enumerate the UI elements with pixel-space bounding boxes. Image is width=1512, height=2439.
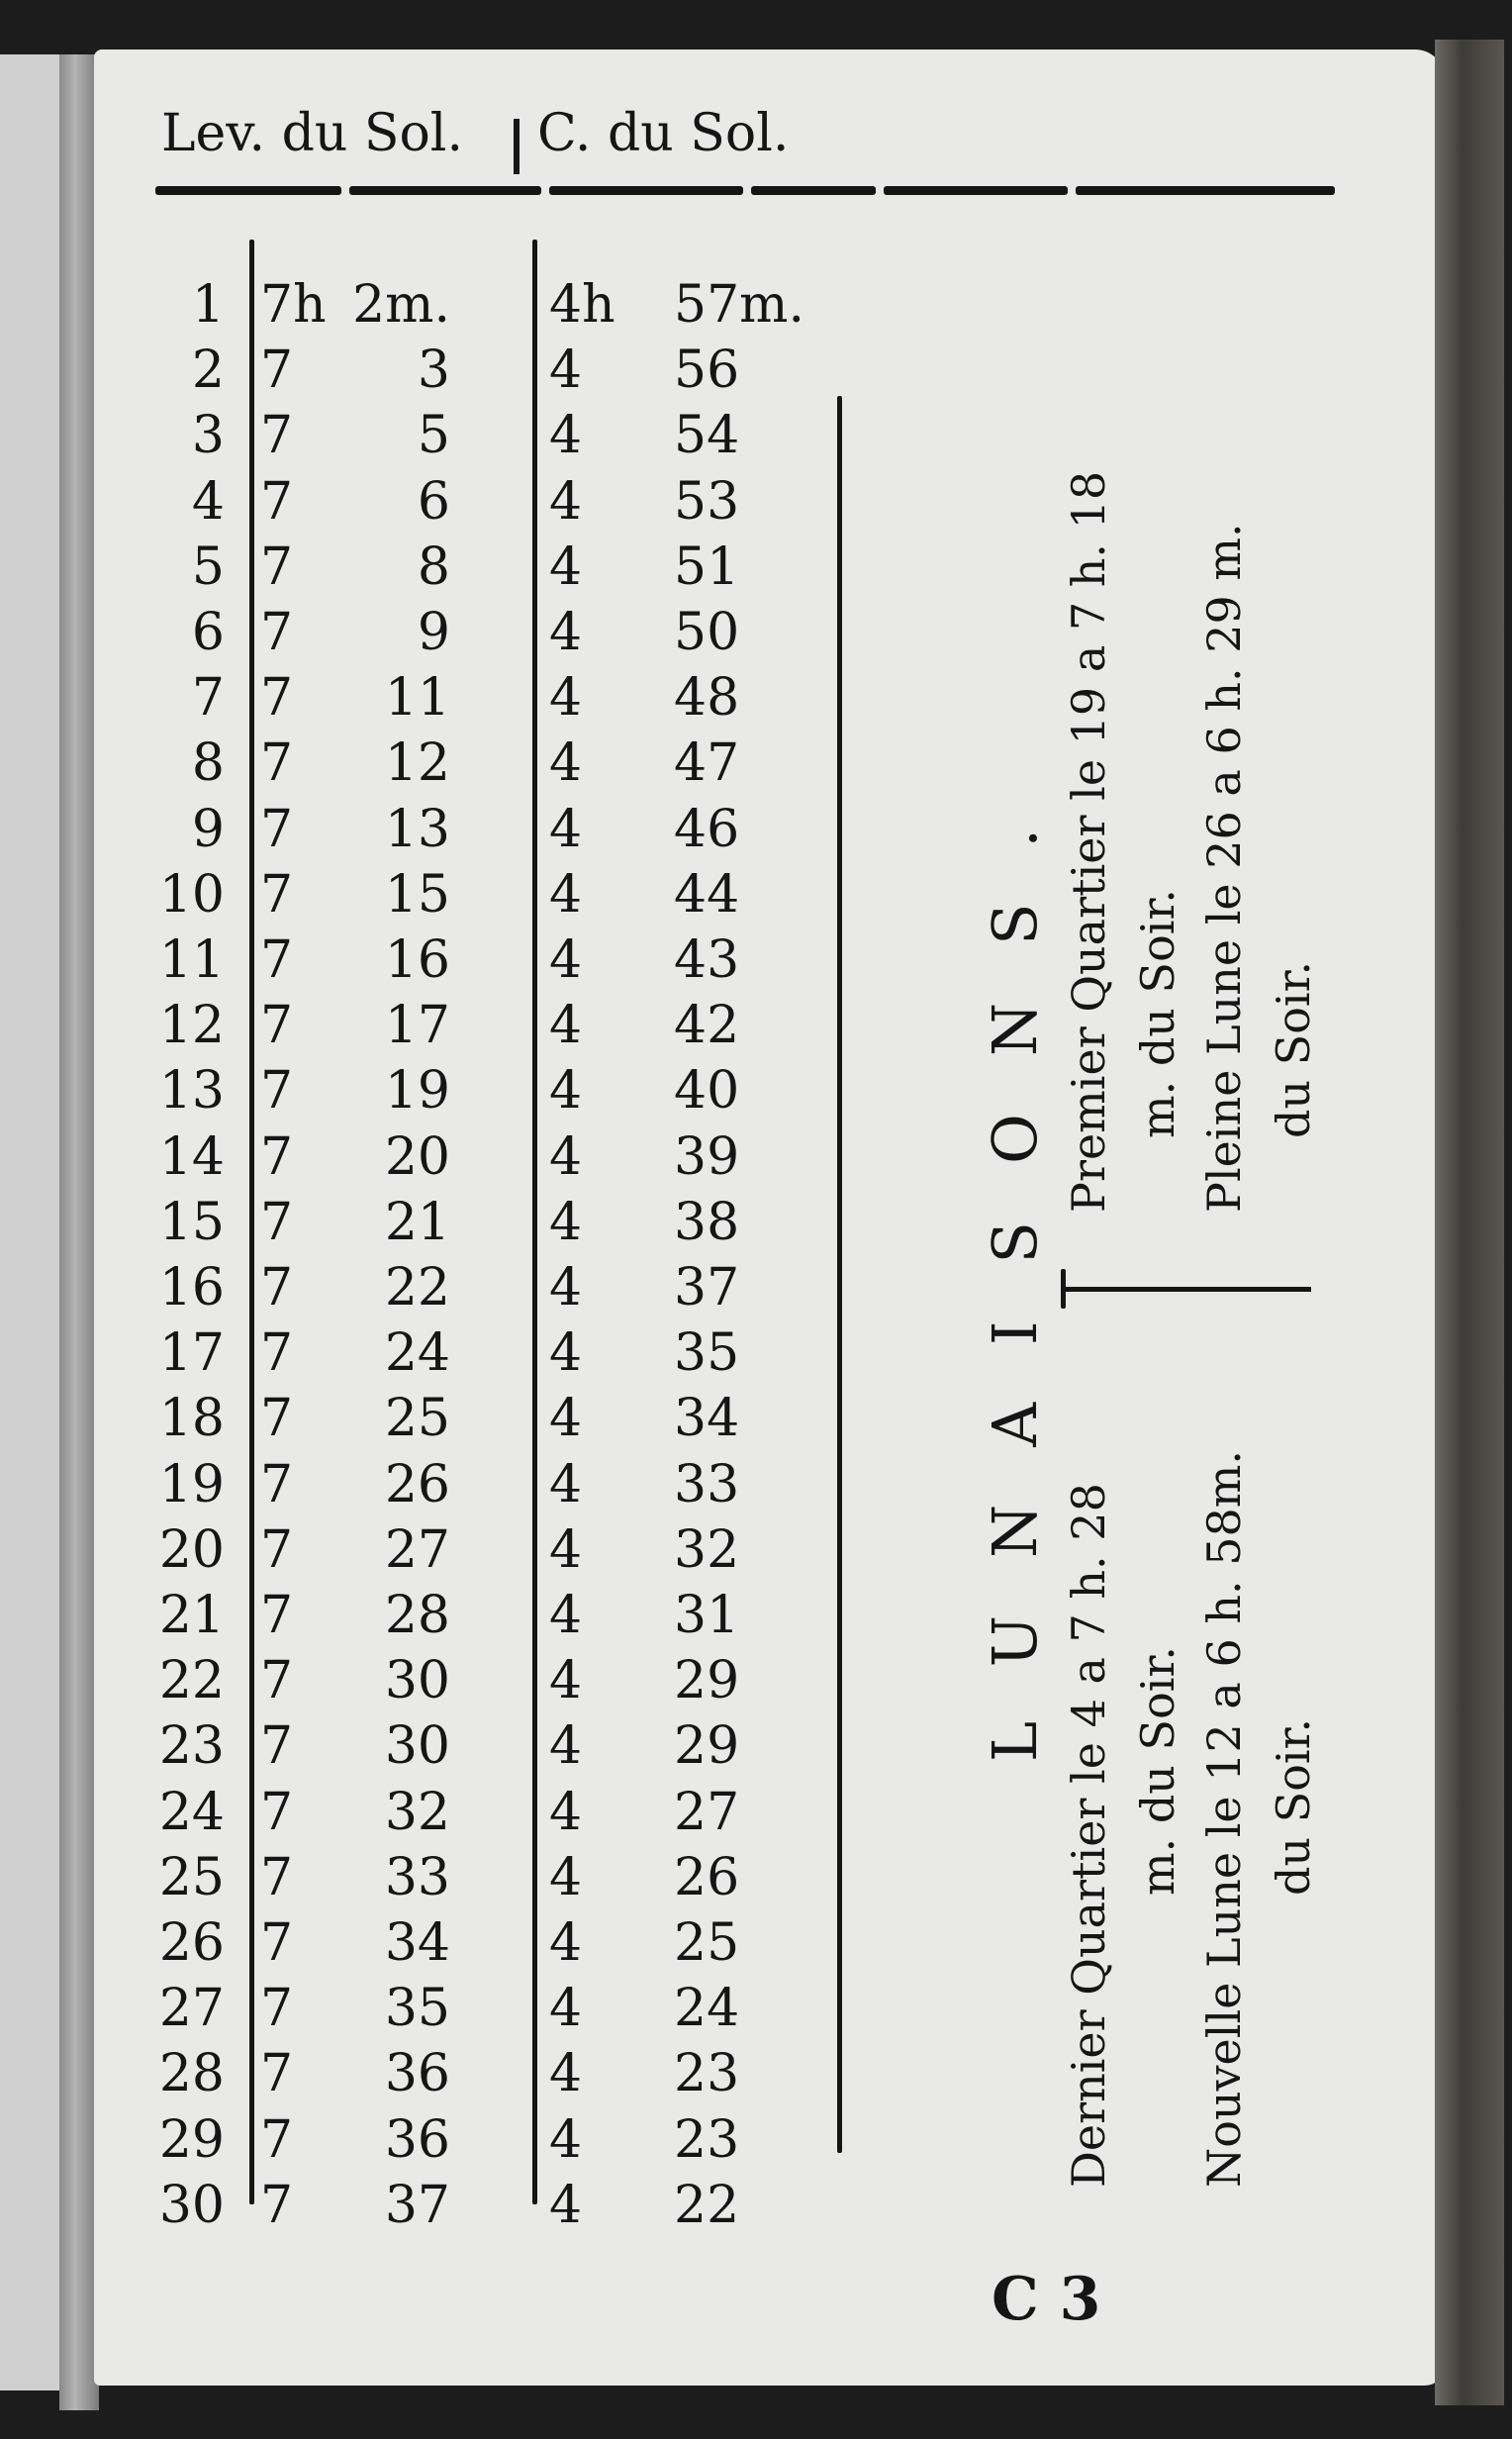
sunset-minute: 23 xyxy=(674,2110,740,2170)
day-number: 11 xyxy=(158,930,225,990)
table-row xyxy=(94,2044,886,2103)
day-number: 27 xyxy=(158,1979,225,2038)
book-gutter xyxy=(59,54,99,2410)
table-row xyxy=(94,1455,886,1514)
sunset-minute: 37 xyxy=(674,1258,740,1317)
sunrise-minute: 33 xyxy=(384,1848,450,1907)
sunrise-hour: 7 xyxy=(260,406,294,465)
sunrise-hour: 7 xyxy=(260,865,294,925)
day-number: 17 xyxy=(158,1323,225,1383)
sunset-hour: 4 xyxy=(549,341,583,400)
table-row xyxy=(94,341,886,400)
sunrise-minute: 8 xyxy=(417,537,450,597)
sunset-minute: 50 xyxy=(674,603,740,662)
sunrise-hour: 7 xyxy=(260,1586,294,1645)
sunset-hour: 4 xyxy=(549,1586,583,1645)
sunset-hour: 4 xyxy=(549,1323,583,1383)
sunset-minute: 44 xyxy=(674,865,740,925)
sunrise-hour: 7 xyxy=(260,996,294,1055)
day-number: 25 xyxy=(158,1848,225,1907)
sunset-minute: 32 xyxy=(674,1520,740,1580)
sunset-minute: 56 xyxy=(674,341,740,400)
sunset-hour: 4 xyxy=(549,865,583,925)
sunrise-minute: 19 xyxy=(384,1061,450,1121)
sunrise-hour: 7 xyxy=(260,537,294,597)
sunset-hour: 4 xyxy=(549,1651,583,1710)
sunrise-hour: 7 xyxy=(260,1127,294,1187)
sunset-hour: 4h xyxy=(549,275,615,335)
sunrise-hour: 7 xyxy=(260,1193,294,1252)
sunrise-minute: 37 xyxy=(384,2176,450,2235)
table-row xyxy=(94,603,886,662)
day-number: 23 xyxy=(158,1716,225,1776)
sunrise-minute: 30 xyxy=(384,1716,450,1776)
table-row xyxy=(94,668,886,728)
sunset-minute: 40 xyxy=(674,1061,740,1121)
day-number: 16 xyxy=(158,1258,225,1317)
sunset-minute: 48 xyxy=(674,668,740,728)
day-number: 19 xyxy=(158,1455,225,1514)
sunrise-minute: 20 xyxy=(384,1127,450,1187)
sunrise-minute: 17 xyxy=(384,996,450,1055)
day-number: 12 xyxy=(158,996,225,1055)
day-number: 14 xyxy=(158,1127,225,1187)
day-number: 15 xyxy=(158,1193,225,1252)
lunar-phase-divider xyxy=(1064,1287,1311,1292)
sunset-minute: 33 xyxy=(674,1455,740,1514)
day-number: 13 xyxy=(158,1061,225,1121)
day-number: 26 xyxy=(158,1913,225,1973)
sunset-minute: 26 xyxy=(674,1848,740,1907)
sunrise-minute: 32 xyxy=(384,1783,450,1842)
sunset-minute: 23 xyxy=(674,2044,740,2103)
sunset-hour: 4 xyxy=(549,733,583,793)
sunrise-hour: 7 xyxy=(260,800,294,859)
pleine-lune-line1: Pleine Lune le 26 a 6 h. 29 m. xyxy=(1197,523,1251,1213)
day-number: 29 xyxy=(158,2110,225,2170)
sunset-minute: 34 xyxy=(674,1389,740,1448)
sunset-hour: 4 xyxy=(549,603,583,662)
sunrise-minute: 3 xyxy=(417,341,450,400)
sunrise-minute: 13 xyxy=(384,800,450,859)
table-row xyxy=(94,1061,886,1121)
table-row xyxy=(94,472,886,532)
day-number: 21 xyxy=(158,1586,225,1645)
table-row xyxy=(94,537,886,597)
pleine-lune-line2: du Soir. xyxy=(1267,960,1320,1138)
sunrise-hour: 7 xyxy=(260,1979,294,2038)
sunrise-minute: 5 xyxy=(417,406,450,465)
day-number: 18 xyxy=(158,1389,225,1448)
sunrise-minute: 35 xyxy=(384,1979,450,2038)
table-row xyxy=(94,1193,886,1252)
day-number: 24 xyxy=(158,1783,225,1842)
sunrise-minute: 12 xyxy=(384,733,450,793)
sunset-hour: 4 xyxy=(549,996,583,1055)
sunset-hour: 4 xyxy=(549,2176,583,2235)
day-number: 9 xyxy=(191,800,225,859)
book-fore-edge xyxy=(1435,40,1504,2405)
sunrise-minute: 15 xyxy=(384,865,450,925)
sunset-hour: 4 xyxy=(549,1848,583,1907)
table-row xyxy=(94,406,886,465)
day-number: 2 xyxy=(191,341,225,400)
sunrise-minute: 26 xyxy=(384,1455,450,1514)
sunset-minute: 29 xyxy=(674,1651,740,1710)
sunrise-hour: 7 xyxy=(260,2176,294,2235)
sunrise-hour: 7 xyxy=(260,1651,294,1710)
sunset-minute: 43 xyxy=(674,930,740,990)
dernier-quartier-line1: Dernier Quartier le 4 a 7 h. 28 xyxy=(1062,1483,1115,2188)
table-row xyxy=(94,1848,886,1907)
day-number: 20 xyxy=(158,1520,225,1580)
table-row xyxy=(94,2110,886,2170)
page-content xyxy=(94,49,1445,2386)
sunrise-minute: 25 xyxy=(384,1389,450,1448)
day-number: 28 xyxy=(158,2044,225,2103)
sunset-hour: 4 xyxy=(549,1783,583,1842)
sunset-hour: 4 xyxy=(549,1520,583,1580)
table-row xyxy=(94,1520,886,1580)
sunrise-hour: 7 xyxy=(260,2110,294,2170)
sunset-hour: 4 xyxy=(549,800,583,859)
sunrise-hour: 7h xyxy=(260,275,327,335)
sunset-minute: 27 xyxy=(674,1783,740,1842)
signature-mark: C 3 xyxy=(992,2265,1101,2334)
table-row xyxy=(94,1389,886,1448)
sunrise-hour: 7 xyxy=(260,603,294,662)
sunset-minute: 38 xyxy=(674,1193,740,1252)
sunrise-minute: 30 xyxy=(384,1651,450,1710)
sunset-minute: 35 xyxy=(674,1323,740,1383)
sunrise-hour: 7 xyxy=(260,1455,294,1514)
sunrise-minute: 24 xyxy=(384,1323,450,1383)
sunset-hour: 4 xyxy=(549,472,583,532)
sunrise-hour: 7 xyxy=(260,668,294,728)
sunset-minute: 42 xyxy=(674,996,740,1055)
sunset-minute: 31 xyxy=(674,1586,740,1645)
sunset-minute: 54 xyxy=(674,406,740,465)
sunset-hour: 4 xyxy=(549,1455,583,1514)
sunrise-hour: 7 xyxy=(260,1783,294,1842)
table-row xyxy=(94,275,886,335)
nouvelle-lune-line2: du Soir. xyxy=(1267,1717,1320,1896)
dernier-quartier-line2: m. du Soir. xyxy=(1131,1645,1184,1896)
sunset-hour: 4 xyxy=(549,406,583,465)
lunaisons-title: LUNAISONS. xyxy=(979,770,1051,1762)
day-number: 10 xyxy=(158,865,225,925)
sunset-minute: 53 xyxy=(674,472,740,532)
table-row xyxy=(94,800,886,859)
sunrise-hour: 7 xyxy=(260,341,294,400)
sunset-minute: 47 xyxy=(674,733,740,793)
sunrise-minute: 11 xyxy=(384,668,450,728)
sunrise-minute: 34 xyxy=(384,1913,450,1973)
sunrise-minute: 16 xyxy=(384,930,450,990)
sunset-minute: 51 xyxy=(674,537,740,597)
header-rule xyxy=(155,186,1335,198)
day-number: 5 xyxy=(191,537,225,597)
sunrise-hour: 7 xyxy=(260,1258,294,1317)
sunrise-minute: 36 xyxy=(384,2044,450,2103)
sunset-minute: 46 xyxy=(674,800,740,859)
day-number: 6 xyxy=(191,603,225,662)
almanac-page xyxy=(94,49,1445,2386)
sunset-minute: 25 xyxy=(674,1913,740,1973)
sunset-hour: 4 xyxy=(549,1193,583,1252)
table-row xyxy=(94,996,886,1055)
day-number: 30 xyxy=(158,2176,225,2235)
sunset-minute: 39 xyxy=(674,1127,740,1187)
sunset-hour: 4 xyxy=(549,668,583,728)
sunset-hour: 4 xyxy=(549,1716,583,1776)
sunset-hour: 4 xyxy=(549,1258,583,1317)
day-number: 7 xyxy=(191,668,225,728)
table-row xyxy=(94,1127,886,1187)
sunset-hour: 4 xyxy=(549,1913,583,1973)
sunrise-header: Lev. du Sol. xyxy=(161,104,463,163)
nouvelle-lune-line1: Nouvelle Lune le 12 a 6 h. 58m. xyxy=(1197,1450,1251,2188)
sunset-hour: 4 xyxy=(549,1061,583,1121)
sunset-header: C. du Sol. xyxy=(537,104,790,163)
table-row xyxy=(94,1979,886,2038)
sunset-hour: 4 xyxy=(549,2110,583,2170)
table-row xyxy=(94,1651,886,1710)
sunrise-minute: 6 xyxy=(417,472,450,532)
sunset-hour: 4 xyxy=(549,1979,583,2038)
sunrise-hour: 7 xyxy=(260,1389,294,1448)
day-number: 4 xyxy=(191,472,225,532)
table-row xyxy=(94,865,886,925)
table-row xyxy=(94,1586,886,1645)
sunrise-hour: 7 xyxy=(260,930,294,990)
sunrise-minute: 9 xyxy=(417,603,450,662)
sunrise-hour: 7 xyxy=(260,1716,294,1776)
sunrise-minute: 36 xyxy=(384,2110,450,2170)
sunrise-minute: 28 xyxy=(384,1586,450,1645)
day-number: 1 xyxy=(191,275,225,335)
sunset-minute: 57m. xyxy=(674,275,805,335)
sunset-hour: 4 xyxy=(549,537,583,597)
table-row xyxy=(94,1323,886,1383)
sunset-minute: 24 xyxy=(674,1979,740,2038)
sunset-hour: 4 xyxy=(549,1127,583,1187)
table-row xyxy=(94,930,886,990)
table-row xyxy=(94,1913,886,1973)
premier-quartier-line2: m. du Soir. xyxy=(1131,888,1184,1138)
sunrise-minute: 27 xyxy=(384,1520,450,1580)
sunset-minute: 29 xyxy=(674,1716,740,1776)
sunrise-hour: 7 xyxy=(260,1061,294,1121)
sunrise-hour: 7 xyxy=(260,472,294,532)
table-row xyxy=(94,733,886,793)
sunrise-minute: 22 xyxy=(384,1258,450,1317)
sunset-hour: 4 xyxy=(549,930,583,990)
table-row xyxy=(94,2176,886,2235)
day-number: 3 xyxy=(191,406,225,465)
sunrise-hour: 7 xyxy=(260,1323,294,1383)
day-number: 8 xyxy=(191,733,225,793)
sunrise-hour: 7 xyxy=(260,1913,294,1973)
sunrise-hour: 7 xyxy=(260,1848,294,1907)
premier-quartier-line1: Premier Quartier le 19 a 7 h. 18 xyxy=(1062,470,1115,1213)
sunrise-minute: 21 xyxy=(384,1193,450,1252)
sunrise-hour: 7 xyxy=(260,2044,294,2103)
header-separator xyxy=(514,119,520,174)
sunset-minute: 22 xyxy=(674,2176,740,2235)
sunrise-hour: 7 xyxy=(260,733,294,793)
day-number: 22 xyxy=(158,1651,225,1710)
sunset-hour: 4 xyxy=(549,2044,583,2103)
sunrise-hour: 7 xyxy=(260,1520,294,1580)
table-row xyxy=(94,1783,886,1842)
sunset-hour: 4 xyxy=(549,1389,583,1448)
table-row xyxy=(94,1716,886,1776)
sunrise-minute: 2m. xyxy=(352,275,450,335)
table-row xyxy=(94,1258,886,1317)
